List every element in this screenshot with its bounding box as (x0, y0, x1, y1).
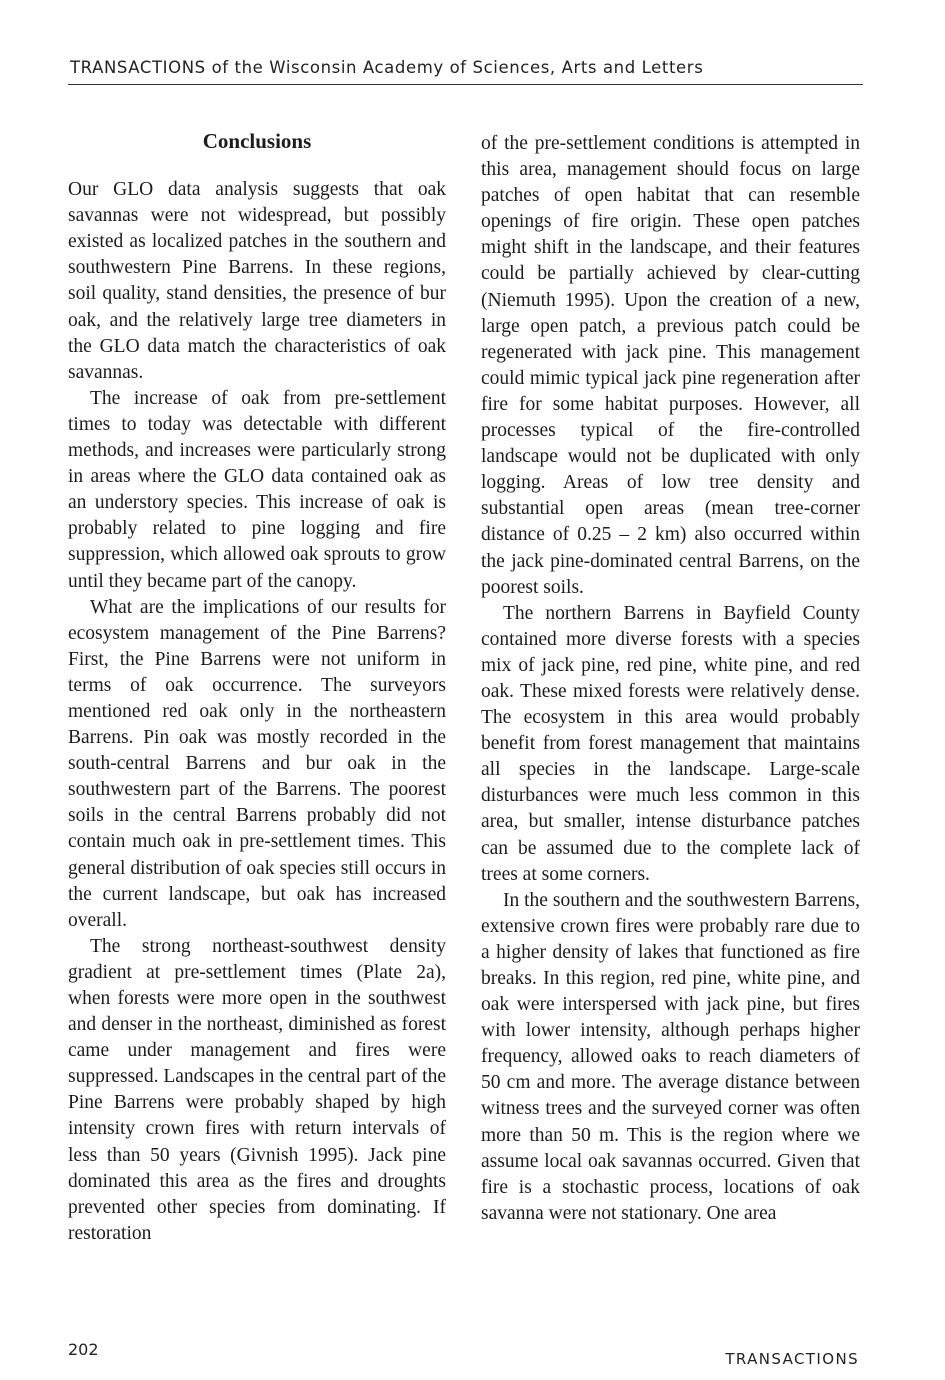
left-column (68, 125, 446, 1247)
paragraph: The northern Barrens in Bayfield County contained more diverse forests with a species mix of jack pine, red pine, white pine, and red oak. These mixed forests were relatively dense. The ecosystem in this area would probably benefit from forest management that maintains all species in the landscape. Large-scale disturbances were much less common in this area, but smaller, intense disturbance patches can be assumed due to the complete lack of trees at some corners. (481, 602, 860, 885)
header-rule (68, 84, 863, 85)
section-heading: Conclusions (202, 129, 312, 153)
paragraph: of the pre-settlement conditions is attempted in this area, management should focus on large patches of open habitat that can resemble openings of fire origin. These open patches might shift in the landscape, and their features could be partially achieved by clear-cutting (Niemuth 1995). Upon the creation of a new, large open patch, a previous patch could be regenerated with jack pine. This management could mimic typical jack pine regeneration after fire for some habitat purposes. However, all processes typical of the fire-controlled landscape would not be duplicated with only logging. Areas of low tree density and substantial open areas (mean tree-corner distance of 0.25 – 2 km) also occurred within the jack pine-dominated central Barrens, on the poorest soils. (481, 133, 860, 598)
page-number: 202 (68, 1340, 99, 1359)
running-header: TRANSACTIONS of the Wisconsin Academy of Sciences, Arts and Letters (70, 58, 704, 77)
paragraph: What are the implications of our results for ecosystem management of the Pine Barrens? First, the Pine Barrens were not uniform in terms of oak occurrence. The surveyors mentioned red oak only in the northeastern Barrens. Pin oak was mostly recorded in the south-central Barrens and bur oak in the southwestern part of the Barrens. The poorest soils in the central Barrens probably did not contain much oak in pre-settlement times. This general distribution of oak species still occurs in the current landscape, but oak has increased overall. (68, 596, 446, 931)
footer-journal-name: TRANSACTIONS (725, 1350, 859, 1368)
right-column (481, 131, 860, 1227)
paragraph: Our GLO data analysis suggests that oak savannas were not widespread, but possibly existed as localized patches in the southern and southwestern Pine Barrens. In these regions, soil quality, stand densities, the presence of bur oak, and the relatively large tree diameters in the GLO data match the characteristics of oak savannas. (68, 179, 446, 383)
paragraph: The increase of oak from pre-settlement times to today was detectable with different methods, and increases were particularly strong in areas where the GLO data contained oak as an understory species. This increase of oak is probably related to pine logging and fire suppression, which allowed oak sprouts to grow until they became part of the canopy. (68, 387, 446, 592)
paragraph: The strong northeast-southwest density gradient at pre-settlement times (Plate 2a), when forests were more open in the southwest and denser in the northeast, diminished as forest came under management and fires were suppressed. Landscapes in the central part of the Pine Barrens were probably shaped by high intensity crown fires with return intervals of less than 50 years (Givnish 1995). Jack pine dominated this area as the fires and droughts prevented other species from dominating. If restoration (68, 935, 446, 1244)
paragraph: In the southern and the southwestern Barrens, extensive crown fires were probably rare due to a higher density of lakes that functioned as fire breaks. In this region, red pine, white pine, and oak were interspersed with jack pine, but fires with lower intensity, although perhaps higher frequency, allowed oaks to reach diameters of 50 cm and more. The average distance between witness trees and the surveyed corner was often more than 50 m. This is the region where we assume local oak savannas occurred. Given that fire is a stochastic process, locations of oak savanna were not stationary. One area (481, 889, 860, 1224)
